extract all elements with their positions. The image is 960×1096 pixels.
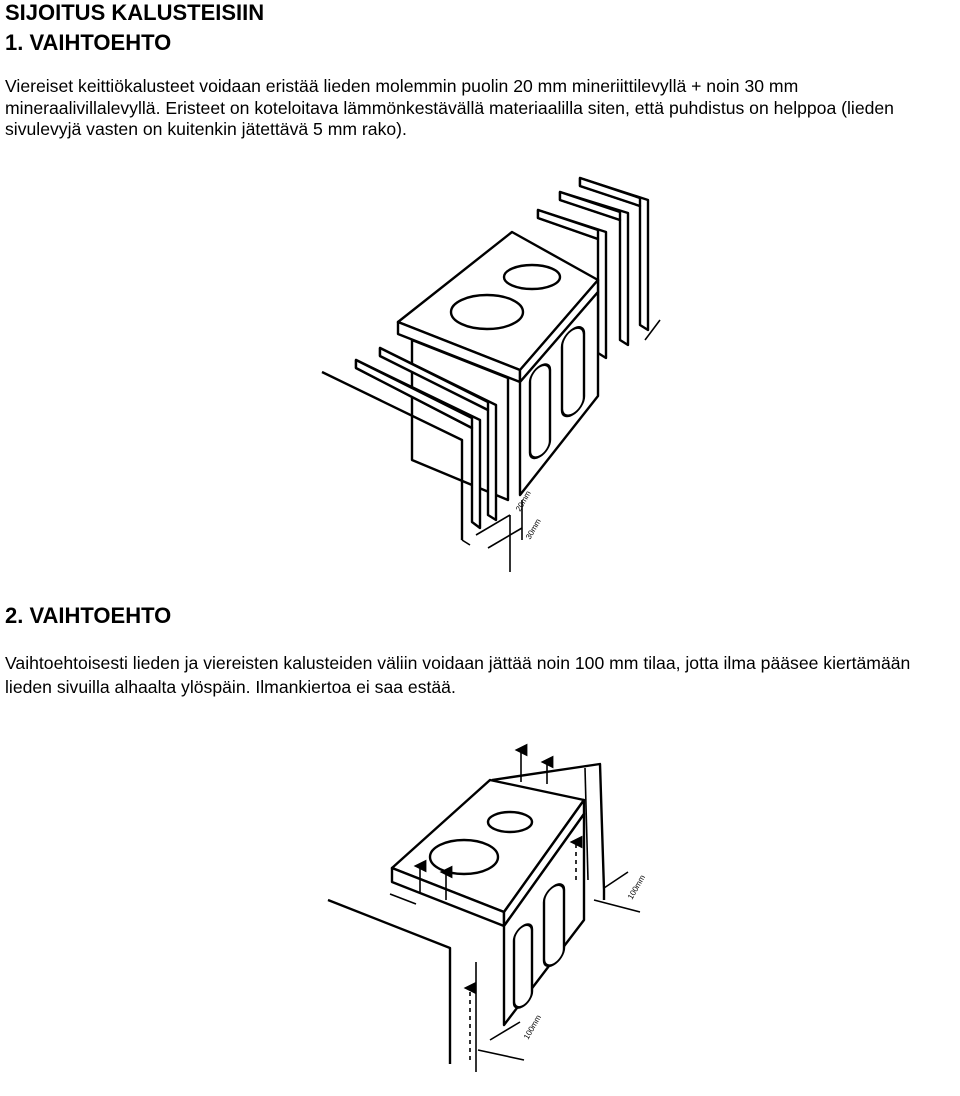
section-2-text: Vaihtoehtoisesti lieden ja viereisten kalusteiden väliin voidaan jättää noin 100 mm tilaa, jotta ilma pääsee kiertämään lieden sivuilla alhaalta ylöspäin. Ilmankiertoa ei saa estää. [5,653,911,697]
section-1-heading: 1. VAIHTOEHTO [5,30,172,55]
cabinet-left [328,894,476,1072]
section-1-text: Viereiset keittiökalusteet voidaan eristää lieden molemmin puolin 20 mm mineriittilevyllä + noin 30 mm mineraalivillalevyllä. Eristeet on koteloitava lämmönkestävällä materiaalilla siten, että puhdistus on helppoa (lieden sivulevyjä vasten on kuitenkin jätettävä 5 mm rako). [5,76,894,139]
dim-label-100mm-left: 100mm [521,1013,544,1041]
stove [398,232,598,500]
hob-large [451,295,523,329]
ventilation-diagram [0,700,960,1096]
stove [392,780,584,1025]
page-title: SIJOITUS KALUSTEISIIN [5,0,265,25]
hob-large [430,840,498,874]
section-2-heading: 2. VAIHTOEHTO [5,603,172,628]
hob-small [504,265,560,289]
hob-small [488,812,532,832]
dim-label-100mm-right: 100mm [625,873,648,901]
dimension-lines [476,489,543,572]
dim-label-30mm: 30mm [523,517,543,541]
dim-label-20mm: 20mm [513,489,533,513]
